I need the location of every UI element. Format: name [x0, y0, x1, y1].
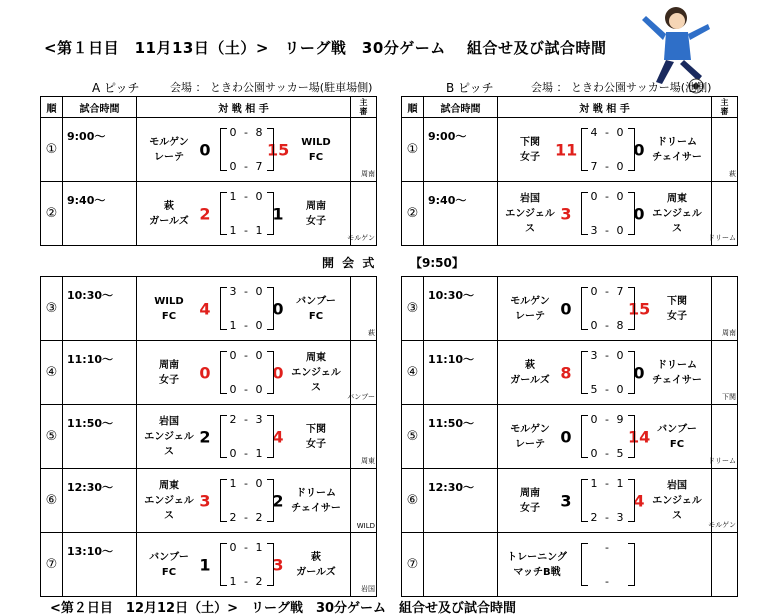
- second-half-score: 0 - 0: [229, 383, 265, 396]
- match-row: [41, 182, 377, 246]
- team-away: WILD FC: [301, 136, 331, 163]
- pitch-b-venue: 会場 ： ときわ公園サッカー場(池側): [531, 81, 712, 94]
- score-away: 14: [628, 427, 651, 446]
- first-half-score: 0 - 1: [229, 541, 265, 554]
- referee-team: 岩国: [361, 585, 375, 593]
- first-half-score: 3 - 0: [590, 349, 626, 362]
- team-away: バンブー FC: [296, 295, 336, 322]
- match-number: ①: [402, 118, 424, 182]
- match-time-cell: [63, 405, 137, 469]
- score-home: 2: [199, 427, 211, 446]
- score-away: 1: [272, 204, 284, 223]
- team-home: 周南 女子: [159, 359, 179, 386]
- pitch-a-name: A ピッチ: [92, 81, 140, 95]
- team-home: 周東 エンジェル ス: [144, 480, 194, 521]
- referee-cell: [708, 405, 738, 469]
- score-home: 11: [555, 140, 578, 159]
- match-number: ④: [41, 341, 63, 405]
- team-home: バンブー FC: [149, 551, 189, 578]
- team-away: ドリーム チェイサー: [291, 487, 341, 514]
- referee-cell: [347, 182, 377, 246]
- first-half-score: 0 - 7: [590, 285, 626, 298]
- team-away: ドリーム チェイサー: [652, 136, 702, 163]
- second-half-score: 0 - 5: [590, 447, 626, 460]
- match-cell: [137, 405, 351, 469]
- match-cell: [137, 182, 351, 246]
- referee-cell: [351, 405, 377, 469]
- match-number: ①: [41, 118, 63, 182]
- match-time-cell: [424, 118, 498, 182]
- score-home: 2: [199, 204, 211, 223]
- match-time: 9:40～: [67, 194, 106, 207]
- match-time-cell: [63, 182, 137, 246]
- score-away: 0: [633, 140, 645, 159]
- match-number: ⑥: [402, 469, 424, 533]
- score-away: 15: [628, 299, 651, 318]
- header-referee-label: 主 審: [359, 98, 368, 116]
- match-cell: [498, 405, 712, 469]
- referee-cell: [712, 118, 738, 182]
- match-number: ②: [402, 182, 424, 246]
- score-away: 4: [272, 427, 284, 446]
- match-time: 10:30～: [428, 289, 475, 302]
- match-row: [41, 533, 377, 597]
- team-away: 岩国 エンジェル ス: [652, 480, 702, 521]
- match-row: [41, 469, 377, 533]
- score-home: 0: [560, 427, 572, 446]
- match-number: ③: [41, 277, 63, 341]
- match-time-cell: [424, 182, 498, 246]
- score-away: 3: [272, 555, 284, 574]
- match-time: 11:10～: [428, 353, 475, 366]
- referee-cell: [712, 533, 738, 597]
- first-half-score: 0 - 9: [590, 413, 626, 426]
- match-time-cell: [63, 469, 137, 533]
- match-time-cell: [63, 118, 137, 182]
- referee-team: バンブー: [347, 393, 375, 401]
- second-half-score: 0 - 1: [229, 447, 265, 460]
- match-cell: [498, 341, 712, 405]
- match-cell: [498, 118, 712, 182]
- second-half-score: 7 - 0: [590, 160, 626, 173]
- match-time: 12:30～: [428, 481, 475, 494]
- score-away: 0: [633, 204, 645, 223]
- first-half-score: 0 - 8: [229, 126, 265, 139]
- match-row: [402, 469, 738, 533]
- first-half-score: 1 - 0: [229, 190, 265, 203]
- match-row: [41, 405, 377, 469]
- score-home: 3: [199, 491, 211, 510]
- match-time: 11:10～: [67, 353, 114, 366]
- match-time-cell: [424, 277, 498, 341]
- second-half-score: 1 - 2: [229, 575, 265, 588]
- match-time: 12:30～: [67, 481, 114, 494]
- match-row: [402, 405, 738, 469]
- match-row: [41, 277, 377, 341]
- referee-team: 萩: [368, 329, 375, 337]
- team-home: 周南 女子: [520, 487, 540, 514]
- referee-cell: [712, 341, 738, 405]
- score-home: 4: [199, 299, 211, 318]
- header-referee-label: 主 審: [720, 98, 729, 116]
- match-time: 11:50～: [428, 417, 475, 430]
- header-match: 対 戦 相 手: [137, 97, 351, 118]
- match-number: ⑤: [41, 405, 63, 469]
- score-away: 15: [267, 140, 290, 159]
- match-cell: [498, 277, 712, 341]
- match-row: [402, 341, 738, 405]
- match-number: ④: [402, 341, 424, 405]
- referee-team: モルゲン: [347, 234, 375, 242]
- referee-team: 萩: [729, 170, 736, 178]
- second-half-score: 3 - 0: [590, 224, 626, 237]
- team-away: 周東 エンジェル ス: [291, 352, 341, 393]
- team-home: 下関 女子: [520, 136, 540, 163]
- second-half-score: 5 - 0: [590, 383, 626, 396]
- match-number: ⑤: [402, 405, 424, 469]
- score-home: 3: [560, 204, 572, 223]
- match-cell: [137, 341, 351, 405]
- match-number: ③: [402, 277, 424, 341]
- match-time-cell: [424, 469, 498, 533]
- first-half-score: 0 - 0: [590, 190, 626, 203]
- header-match: 対 戦 相 手: [498, 97, 712, 118]
- header-time: 試合時間: [424, 97, 498, 118]
- first-half-score: 0 - 0: [229, 349, 265, 362]
- match-time-cell: [63, 533, 137, 597]
- first-half-score: 1 - 0: [229, 477, 265, 490]
- first-half-score: 2 - 3: [229, 413, 265, 426]
- team-away: 下関 女子: [667, 295, 687, 322]
- referee-team: WILD: [356, 522, 375, 530]
- match-time-cell: [424, 533, 498, 597]
- match-cell: [137, 277, 351, 341]
- referee-team: 周南: [361, 170, 375, 178]
- second-half-score: 2 - 3: [590, 511, 626, 524]
- score-away: 0: [272, 299, 284, 318]
- header-num: 順: [402, 97, 424, 118]
- referee-team: ドリーム: [708, 234, 736, 242]
- team-home: モルゲン レーテ: [510, 295, 550, 322]
- first-half-score: 3 - 0: [229, 285, 265, 298]
- match-time-cell: [63, 277, 137, 341]
- referee-team: モルゲン: [708, 521, 736, 529]
- second-half-score: 0 - 8: [590, 319, 626, 332]
- score-home: 8: [560, 363, 572, 382]
- second-half-score: 0 - 7: [229, 160, 265, 173]
- score-away: 2: [272, 491, 284, 510]
- match-cell: [137, 118, 351, 182]
- team-away: 下関 女子: [306, 423, 326, 450]
- match-cell: [498, 182, 712, 246]
- second-half-score: 2 - 2: [229, 511, 265, 524]
- match-time: 9:00～: [428, 130, 467, 143]
- page-title: <第１日目 11月13日（土）> リーグ戦 30分ゲーム 組合せ及び試合時間: [44, 39, 607, 57]
- second-half-score: -: [605, 575, 611, 588]
- match-row: [41, 118, 377, 182]
- team-away: 周南 女子: [306, 200, 326, 227]
- score-home: 0: [560, 299, 572, 318]
- referee-team: 周東: [361, 457, 375, 465]
- team-away: ドリーム チェイサー: [652, 359, 702, 386]
- match-number: ②: [41, 182, 63, 246]
- score-home: 3: [560, 491, 572, 510]
- match-row: [402, 118, 738, 182]
- referee-cell: [351, 277, 377, 341]
- match-row: [402, 277, 738, 341]
- match-time: 10:30～: [67, 289, 114, 302]
- team-home: 岩国 エンジェル ス: [144, 416, 194, 457]
- match-time-cell: [63, 341, 137, 405]
- match-time: 11:50～: [67, 417, 114, 430]
- score-home: 0: [199, 140, 211, 159]
- score-away: 0: [272, 363, 284, 382]
- team-away: バンブー FC: [657, 423, 697, 450]
- header-num: 順: [41, 97, 63, 118]
- team-home: 岩国 エンジェル ス: [505, 193, 555, 234]
- next-day-heading: <第２日目 12月12日（土）> リーグ戦 30分ゲーム 組合せ及び試合時間: [50, 601, 517, 616]
- match-cell: [498, 533, 712, 597]
- match-number: ⑦: [402, 533, 424, 597]
- team-home: WILD FC: [154, 295, 184, 322]
- pitch-a-venue: 会場 ： ときわ公園サッカー場(駐車場側): [170, 81, 373, 94]
- first-half-score: -: [605, 541, 611, 554]
- second-half-score: 1 - 0: [229, 319, 265, 332]
- match-cell: [498, 469, 712, 533]
- referee-cell: [351, 118, 377, 182]
- referee-team: 周南: [722, 329, 736, 337]
- referee-team: 下関: [722, 393, 736, 401]
- pitch-b-name: B ピッチ: [446, 81, 494, 95]
- first-half-score: 4 - 0: [590, 126, 626, 139]
- second-half-score: 1 - 1: [229, 224, 265, 237]
- team-away: 萩 ガールズ: [296, 551, 336, 578]
- pitch-b-schedule-table-2: [401, 276, 738, 597]
- score-home: 0: [199, 363, 211, 382]
- match-number: ⑦: [41, 533, 63, 597]
- score-home: 1: [199, 555, 211, 574]
- score-away: 4: [633, 491, 645, 510]
- referee-cell: [351, 533, 377, 597]
- header-referee: [712, 97, 738, 118]
- referee-cell: [708, 182, 738, 246]
- team-home: モルゲン レーテ: [510, 423, 550, 450]
- match-row: [41, 341, 377, 405]
- referee-cell: [708, 469, 738, 533]
- match-time-cell: [424, 341, 498, 405]
- match-time: 9:00～: [67, 130, 106, 143]
- referee-cell: [351, 469, 377, 533]
- referee-team: ドリーム: [708, 457, 736, 465]
- pitch-b-schedule-table-1: [401, 96, 738, 246]
- opening-ceremony-time: 【9:50】: [410, 256, 464, 270]
- header-time: 試合時間: [63, 97, 137, 118]
- referee-cell: [347, 341, 377, 405]
- match-time: 9:40～: [428, 194, 467, 207]
- team-home: 萩 ガールズ: [149, 200, 189, 227]
- team-away: 周東 エンジェル ス: [652, 193, 702, 234]
- opening-ceremony-label: 開 会 式: [322, 256, 377, 270]
- score-away: 0: [633, 363, 645, 382]
- pitch-a-schedule-table-2: [40, 276, 377, 597]
- match-row: [402, 182, 738, 246]
- match-cell: [137, 469, 351, 533]
- pitch-a-schedule-table-1: [40, 96, 377, 246]
- team-home: モルゲン レーテ: [149, 136, 189, 163]
- match-number: ⑥: [41, 469, 63, 533]
- header-referee: [351, 97, 377, 118]
- match-row: [402, 533, 738, 597]
- team-home: 萩 ガールズ: [510, 359, 550, 386]
- referee-cell: [712, 277, 738, 341]
- match-time: 13:10～: [67, 545, 114, 558]
- first-half-score: 1 - 1: [590, 477, 626, 490]
- match-cell: [137, 533, 351, 597]
- match-time-cell: [424, 405, 498, 469]
- training-match-label: トレーニング マッチB戦: [507, 551, 567, 578]
